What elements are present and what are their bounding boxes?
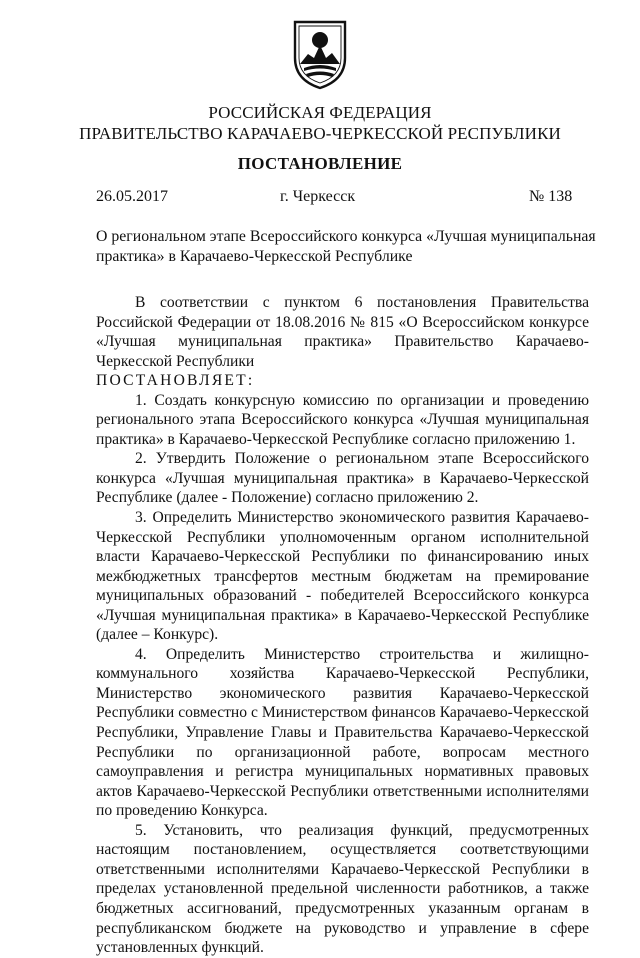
intro-paragraph: В соответствии с пунктом 6 постановления Правительства Российской Федерации от 18.08.2016 № 815 «О Всероссийском конкурсе «Лучшая муниципальная практика» Правительство Карачаево-Черкесской Республики xyxy=(96,294,589,370)
document-type: ПОСТАНОВЛЕНИЕ xyxy=(237,154,403,173)
item-3-paragraph: 3. Определить Министерство экономического развития Карачаево-Черкесской Республики уполномоченным органом исполнительной власти Карачаево-Черкесской Республики по финансированию иных межбюджетных трансфертов местным бюджетам на премирование муниципальных образований - победителей Всероссийского конкурса «Лучшая муниципальная практика» в Карачаево-Черкесской Республике (далее – Конкурс). xyxy=(96,509,589,644)
document-date: 26.05.2017 xyxy=(96,188,168,205)
document-city: г. Черкесск xyxy=(280,188,356,205)
government-title: ПРАВИТЕЛЬСТВО КАРАЧАЕВО-ЧЕРКЕССКОЙ РЕСПУБЛИКИ xyxy=(79,124,561,143)
item-5-paragraph: 5. Установить, что реализация функций, предусмотренных настоящим постановлением, осуществляется соответствующими ответственными исполнителями Карачаево-Черкесской Республики в пределах установленной предельной численности работников, а также бюджетных ассигнований, предусмотренных указанным органам в республиканском бюджете на руководство и управление в сфере установленных функций. xyxy=(96,821,589,957)
item-4-paragraph: 4. Определить Министерство строительства и жилищно-коммунального хозяйства Карачаево-Черкесской Республики, Министерство экономического развития Карачаево-Черкесской Республики совместно с Министерством финансов Карачаево-Черкесской Республики, Управление Главы и Правительства Карачаево-Черкесской Республики по организационной работе, вопросам местного самоуправления и регистра муниципальных нормативных правовых актов Карачаево-Черкесской Республики ответственными исполнителями по проведению Конкурса. xyxy=(96,645,589,820)
item-2-paragraph: 2. Утвердить Положение о региональном этапе Всероссийского конкурса «Лучшая муниципальная практика» в Карачаево-Черкесской Республике (далее - Положение) согласно приложению 2. xyxy=(96,450,589,507)
coat-of-arms-icon xyxy=(292,18,348,90)
decree-word: ПОСТАНОВЛЯЕТ: xyxy=(96,372,255,390)
document-body xyxy=(96,293,589,958)
country-title: РОССИЙСКАЯ ФЕДЕРАЦИЯ xyxy=(208,103,432,122)
document-subject: О региональном этапе Всероссийского конкурса «Лучшая муниципальная практика» в Карачаево-Черкесской Республике xyxy=(96,228,596,265)
item-1-paragraph: 1. Создать конкурсную комиссию по организации и проведению регионального этапа Всероссийского конкурса «Лучшая муниципальная практика» в Карачаево-Черкесской Республике согласно приложению 1. xyxy=(96,391,589,448)
document-number: № 138 xyxy=(529,188,573,205)
